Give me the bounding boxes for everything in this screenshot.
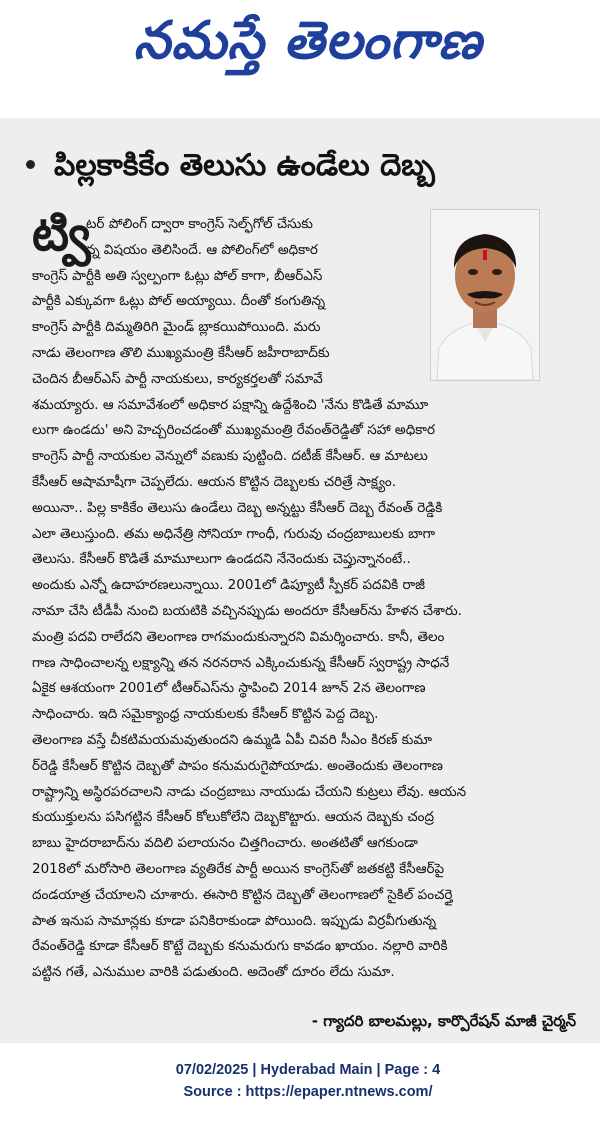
article-line: దండయాత్ర చేయాలని చూశారు. ఈసారి కొట్టిన దెబ్బతో తెలంగాణలో సైకిల్ పంచర్తై bbox=[32, 886, 453, 903]
article-line: మంత్రి పదవి రాలేదని తెలంగాణ రాగమందుకున్నారని విమర్శించారు. కానీ, తెలం bbox=[32, 628, 445, 645]
article-line: సాధించారు. ఇది సమైక్యాంధ్ర నాయకులకు కేసీఆర్ కొట్టిన పెద్ద దెబ్బ. bbox=[32, 706, 379, 723]
article-line: శమయ్యారు. ఆ సమావేశంలో అధికార పక్షాన్ని ఉద్దేశించి 'నేను కొడితే మామూ bbox=[32, 396, 429, 413]
article-line: తెలంగాణ వస్తే చీకటిమయమవుతుందని ఉమ్మడి ఏపీ చివరి సీఎం కిరణ్ కుమా bbox=[32, 732, 432, 748]
article-line: పార్టీకి ఎక్కువగా ఓట్లు పోల్ అయ్యాయి. దీంతో కంగుతిన్న bbox=[32, 293, 326, 310]
article-line: కాంగ్రెస్ పార్టీ నాయకుల వెన్నులో వణుకు పుట్టింది. దటీజ్ కేసీఆర్. ఆ మాటలు bbox=[32, 448, 428, 465]
article-line: ర్‌రెడ్డి కేసీఆర్ కొట్టిన దెబ్బతో పాపం కనుమరుగైపోయాడు. అంతెందుకు తెలంగాణ bbox=[32, 757, 443, 774]
article-line: తెలుసు. కేసీఆర్ కొడితే మామూలుగా ఉండదని నేనెందుకు చెప్తున్నానంటే.. bbox=[32, 551, 411, 568]
masthead bbox=[0, 0, 616, 90]
article-line: రాష్ట్రాన్ని అస్థిరపరచాలని నాడు చంద్రబాబు నాయుడు చేయని కుట్రలు లేవు. ఆయన bbox=[32, 783, 467, 800]
article-line: బాబు హైదరాబాద్‌ను వదిలి పలాయనం చిత్తగించారు. అంతటితో ఆగకుండా bbox=[32, 835, 418, 852]
article-line: కుయుక్తులను పసిగట్టిన కేసీఆర్ కోలుకోలేని దెబ్బకొట్టారు. ఆయన దెబ్బకు చంద్ర bbox=[32, 809, 435, 826]
article-line: న్న విషయం తెలిసిందే. ఆ పోలింగ్‌లో అధికార bbox=[86, 241, 318, 258]
author-photo bbox=[430, 209, 540, 381]
article-line: ఎలా తెలుస్తుంది. తమ అధినేత్రి సోనియా గాంధీ, గురువు చంద్రబాబులకు బాగా bbox=[32, 525, 436, 542]
author-signature: - గ్యాదరి బాలమల్లు, కార్పొరేషన్ మాజీ చైర్మన్ bbox=[311, 1012, 576, 1030]
dropcap: ట్వి bbox=[32, 206, 91, 262]
article-line: అందుకు ఎన్నో ఉదాహరణలున్నాయి. 2001లో డిప్యూటీ స్పీకర్ పదవికి రాజీ bbox=[32, 577, 426, 594]
headline-row bbox=[26, 146, 586, 186]
article-line: నాడు తెలంగాణ తొలి ముఖ్యమంత్రి కేసీఆర్ జహీరాబాద్‌కు bbox=[32, 345, 330, 361]
article-line: ఏకైక ఆశయంగా 2001లో టీఆర్ఎస్‌ను స్థాపించి 2014 జూన్ 2న తెలంగాణ bbox=[32, 680, 426, 697]
article-line: రేవంత్‌రెడ్డి కూడా కేసీఆర్ కొట్టే దెబ్బకు కనుమరుగు కావడం ఖాయం. నల్లారి వారికి bbox=[32, 938, 448, 955]
page-meta: 07/02/2025 | Hyderabad Main | Page : 4 bbox=[175, 1062, 441, 1078]
article-line: లుగా ఉండదు' అని హెచ్చరించడంతో ముఖ్యమంత్రి రేవంత్‌రెడ్డితో సహా అధికార bbox=[32, 422, 435, 439]
newspaper-logo: నమస్తే తెలంగాణ bbox=[133, 11, 483, 71]
article-line: అయినా.. పిల్ల కాకికేం తెలుసు ఉండేలు దెబ్బ అన్నట్టు కేసీఆర్ దెబ్బ రేవంత్ రెడ్డికి bbox=[32, 499, 443, 516]
article-line: కాంగ్రెస్ పార్టీకి అతి స్వల్పంగా ఓట్లు పోల్ కాగా, బీఆర్ఎస్ bbox=[32, 267, 323, 284]
source-line: Source : https://epaper.ntnews.com/ bbox=[183, 1084, 433, 1100]
article-line: పాత ఇనుప సామాన్లకు కూడా పనికిరాకుండా పోయింది. ఇప్పుడు విర్రవీగుతున్న bbox=[32, 912, 437, 929]
article-line: టర్ పోలింగ్ ద్వారా కాంగ్రెస్ సెల్ఫ్‌గోల్ చేసుకు bbox=[86, 216, 313, 232]
article-line: చెందిన బీఆర్ఎస్ పార్టీ నాయకులు, కార్యకర్తలతో సమావే bbox=[32, 370, 323, 387]
article-line: గాణ సాధించాలన్న లక్ష్యాన్ని తన నరనరాన ఎక్కించుకున్న కేసీఆర్ స్వరాష్ట్ర సాధనే bbox=[32, 654, 450, 671]
article-line: కాంగ్రెస్ పార్టీకి దిమ్మతిరిగి మైండ్ బ్లాకయిపోయింది. మరు bbox=[32, 319, 321, 336]
bullet-icon bbox=[26, 160, 35, 169]
article-line: నామా చేసి టీడీపీ నుంచి బయటికి వచ్చినప్పుడు అందరూ కేసీఆర్‌ను హేళన చేశారు. bbox=[32, 603, 462, 619]
article-line: కేసీఆర్ ఆషామాషీగా చెప్పలేదు. ఆయన కొట్టిన దెబ్బలకు చరిత్రే సాక్ష్యం. bbox=[32, 474, 397, 490]
article-headline: పిల్లకాకికేం తెలుసు ఉండేలు దెబ్బ bbox=[54, 148, 435, 183]
article-line: 2018లో మరోసారి తెలంగాణ వ్యతిరేక పార్టీ అయిన కాంగ్రెస్‌తో జతకట్టి కేసీఆర్‌పై bbox=[32, 861, 445, 877]
article-line: పట్టిన గతే, ఎనుముల వారికి పడుతుంది. అదెంతో దూరం లేదు సుమా. bbox=[32, 964, 395, 981]
